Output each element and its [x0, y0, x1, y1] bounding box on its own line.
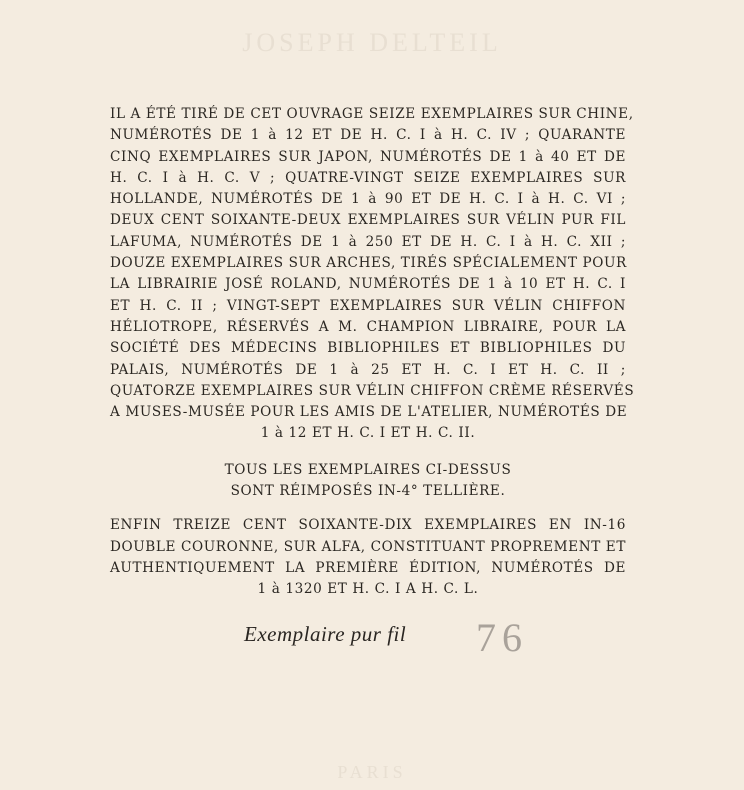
text-line: A MUSES-MUSÉE POUR LES AMIS DE L'ATELIER, NUMÉROTÉS DE	[110, 404, 628, 421]
justification-text	[110, 104, 635, 601]
text-line: IL A ÉTÉ TIRÉ DE CET OUVRAGE SEIZE EXEMPLAIRES SUR CHINE,	[110, 106, 634, 122]
text-line: DOUZE EXEMPLAIRES SUR ARCHES, TIRÉS SPÉCIALEMENT POUR	[110, 255, 627, 272]
text-line: LAFUMA, NUMÉROTÉS DE 1 à 250 ET DE H. C. I à H. C. XII ;	[110, 233, 626, 250]
paragraph-alfa	[110, 515, 626, 600]
text-line: HOLLANDE, NUMÉROTÉS DE 1 à 90 ET DE H. C. I à H. C. VI ;	[110, 191, 626, 208]
text-line: LA LIBRAIRIE JOSÉ ROLAND, NUMÉROTÉS DE 1 à 10 ET H. C. I	[110, 276, 626, 293]
text-line: CINQ EXEMPLAIRES SUR JAPON, NUMÉROTÉS DE 1 à 40 ET DE	[110, 148, 626, 165]
text-line: HÉLIOTROPE, RÉSERVÉS A M. CHAMPION LIBRAIRE, POUR LA	[110, 318, 626, 335]
text-line: ENFIN TREIZE CENT SOIXANTE-DIX EXEMPLAIRES EN IN-16	[110, 517, 626, 534]
text-line: PALAIS, NUMÉROTÉS DE 1 à 25 ET H. C. I ET H. C. II ;	[110, 361, 626, 378]
text-line: DOUBLE COURONNE, SUR ALFA, CONSTITUANT PROPREMENT ET	[110, 538, 626, 555]
text-line: TOUS LES EXEMPLAIRES CI-DESSUS	[224, 461, 512, 478]
paragraph-editions	[110, 104, 635, 445]
copy-label: Exemplaire pur fil	[244, 622, 407, 646]
text-line: SONT RÉIMPOSÉS IN-4° TELLIÈRE.	[230, 483, 506, 500]
text-line: ET H. C. II ; VINGT-SEPT EXEMPLAIRES SUR VÉLIN CHIFFON	[110, 297, 626, 314]
text-line: H. C. I à H. C. V ; QUATRE-VINGT SEIZE EXEMPLAIRES SUR	[110, 169, 626, 186]
paragraph-reimposed	[110, 460, 626, 503]
text-line: DEUX CENT SOIXANTE-DEUX EXEMPLAIRES SUR VÉLIN PUR FIL	[110, 212, 626, 229]
text-line: NUMÉROTÉS DE 1 à 12 ET DE H. C. I à H. C. IV ; QUARANTE	[110, 127, 626, 144]
text-line: SOCIÉTÉ DES MÉDECINS BIBLIOPHILES ET BIBLIOPHILES DU	[110, 340, 626, 357]
text-line: 1 à 1320 ET H. C. I A H. C. L.	[257, 581, 479, 598]
copy-number: 76	[476, 615, 528, 660]
text-line: AUTHENTIQUEMENT LA PREMIÈRE ÉDITION, NUMÉROTÉS DE	[110, 559, 626, 576]
text-line: QUATORZE EXEMPLAIRES SUR VÉLIN CHIFFON CRÈME RÉSERVÉS	[110, 382, 635, 399]
text-line: 1 à 12 ET H. C. I ET H. C. II.	[260, 425, 476, 442]
header-show-through: JOSEPH DELTEIL	[242, 28, 502, 57]
footer-show-through: PARIS	[337, 762, 407, 782]
